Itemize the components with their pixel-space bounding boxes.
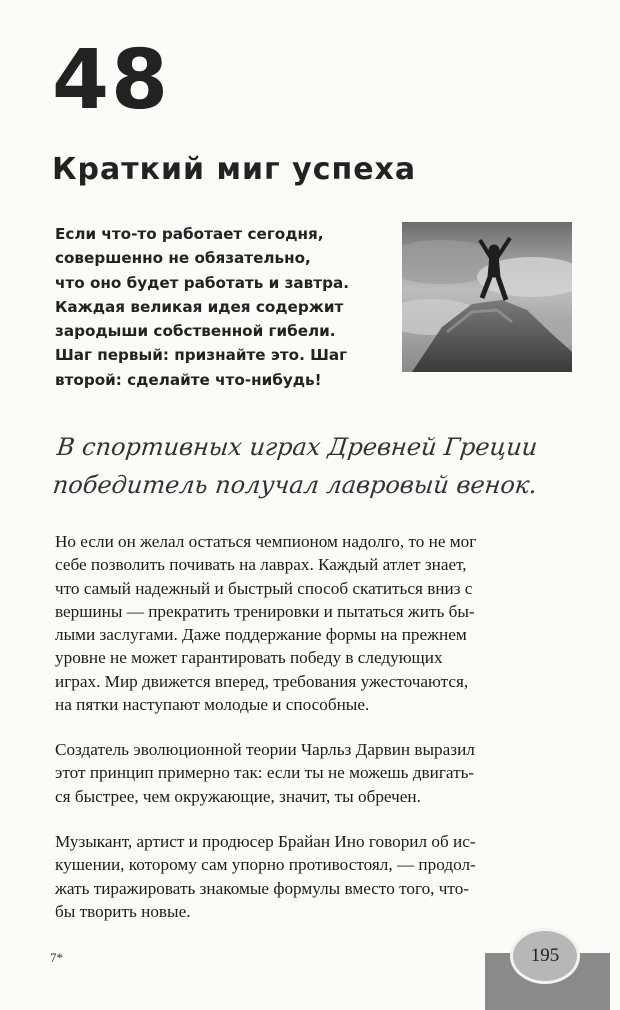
text-line: Музыкант, артист и продюсер Брайан Ино говорил об ис- — [55, 832, 476, 851]
text-line: на пятки наступают молодые и способные. — [55, 695, 370, 715]
lead-line: зародыши собственной гибели. — [55, 322, 336, 341]
lead-line: что оно будет работать и завтра. — [55, 273, 349, 292]
body-paragraph-1 — [55, 530, 567, 716]
text-line: себе позволить почивать на лаврах. Каждый атлет знает, — [55, 555, 467, 575]
text-line: что самый надежный и быстрый способ скатиться вниз с — [55, 578, 473, 598]
climber-on-summit-image — [402, 222, 572, 372]
handwritten-quote — [51, 428, 579, 504]
text-line: играх. Мир движется вперед, требования ужесточаются, — [55, 671, 469, 691]
lead-paragraph — [55, 222, 395, 392]
body-paragraph-2 — [55, 738, 567, 808]
text-line: кушении, которому сам упорно противостоял, — продол- — [55, 855, 476, 875]
chapter-number: 48 — [52, 33, 171, 128]
lead-line: второй: сделайте что-нибудь! — [55, 370, 322, 389]
signature-mark: 7* — [50, 950, 63, 965]
lead-line: Шаг первый: признайте это. Шаг — [55, 346, 348, 365]
lead-line: совершенно не обязательно, — [55, 249, 311, 268]
handwritten-line: В спортивных играх Древней Греции — [55, 433, 539, 461]
handwritten-line: победитель получал лавровый венок. — [51, 471, 539, 499]
lead-line: Если что-то работает сегодня, — [55, 225, 324, 243]
text-line: лыми заслугами. Даже поддержание формы на прежнем — [55, 625, 467, 645]
chapter-photo — [402, 222, 572, 372]
text-line: жать тиражировать знакомые формулы вместо того, что- — [55, 878, 470, 898]
text-line: уровне не может гарантировать победу в следующих — [55, 648, 443, 668]
text-line: вершины — прекратить тренировки и пытаться жить бы- — [55, 601, 475, 621]
text-line: этот принцип примерно так: если ты не можешь двигать- — [55, 763, 475, 783]
chapter-title: Краткий миг успеха — [52, 152, 417, 187]
page-number: 195 — [510, 928, 580, 984]
text-line: Создатель эволюционной теории Чарльз Дарвин выразил — [55, 740, 475, 759]
text-line: бы творить новые. — [55, 901, 191, 921]
text-line: Но если он желал остаться чемпионом надолго, то не мог — [55, 532, 477, 551]
lead-line: Каждая великая идея содержит — [55, 297, 344, 316]
text-line: ся быстрее, чем окружающие, значит, ты обречен. — [55, 786, 421, 806]
body-paragraph-3 — [55, 830, 567, 923]
